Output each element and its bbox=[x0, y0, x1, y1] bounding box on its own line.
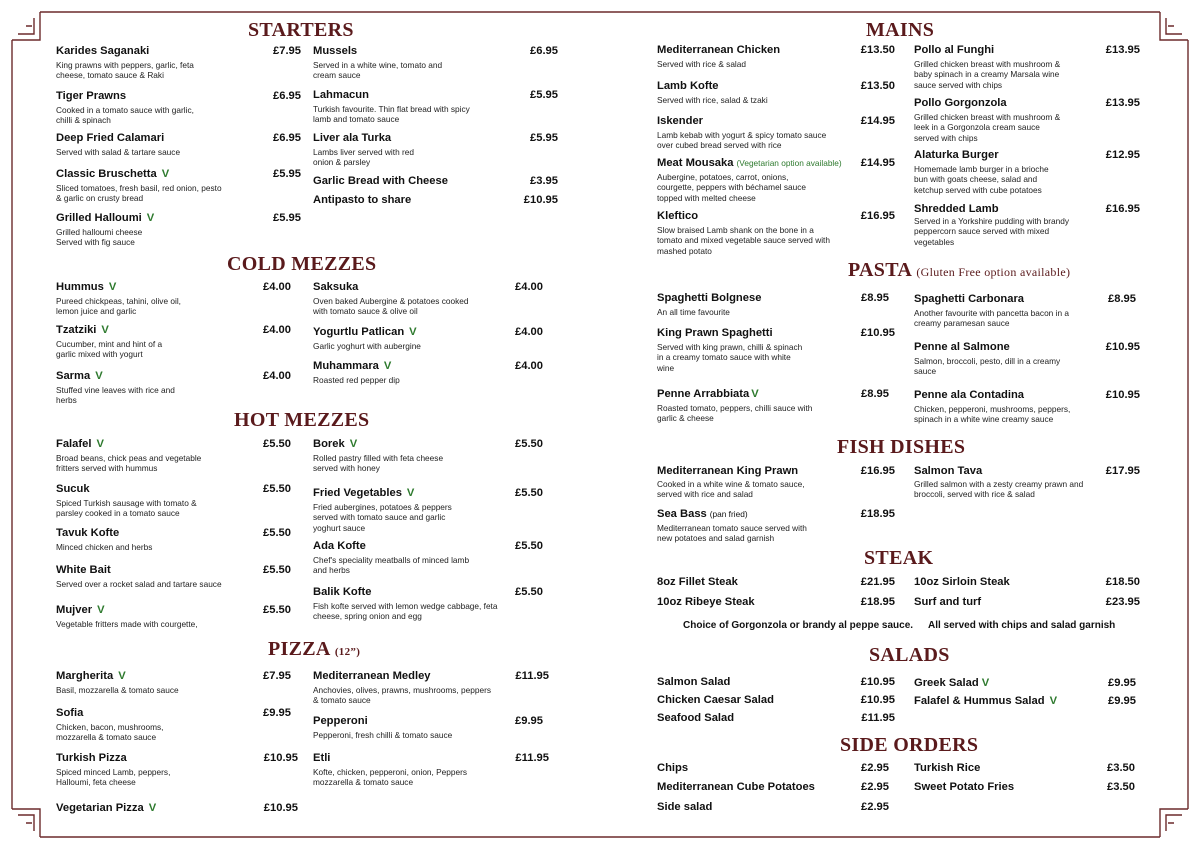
menu-item: Sea Bass (pan fried) £18.95 Mediterranean tomato sauce served with new potatoes and salad garnish bbox=[657, 508, 895, 544]
menu-item: Fried Vegetables V £5.50 Fried aubergines, potatoes & peppers served with tomato sauce and garlic yoghurt sauce bbox=[313, 487, 543, 533]
menu-item: Tiger Prawns £6.95 Cooked in a tomato sauce with garlic, chilli & spinach bbox=[56, 90, 301, 126]
menu-item: Penne al Salmone £10.95 Salmon, broccoli, pesto, dill in a creamy sauce bbox=[914, 341, 1140, 377]
menu-item: Penne Arrabbiata V £8.95 Roasted tomato, peppers, chilli sauce with garlic & cheese bbox=[657, 388, 889, 424]
vegetarian-icon: V bbox=[409, 326, 417, 338]
menu-item: Chips £2.95 bbox=[657, 762, 889, 774]
menu-item: Sucuk £5.50 Spiced Turkish sausage with tomato & parsley cooked in a tomato sauce bbox=[56, 483, 291, 519]
menu-item: Borek V £5.50 Rolled pastry filled with feta cheese served with honey bbox=[313, 438, 543, 474]
menu-item: Margherita V £7.95 Basil, mozzarella & tomato sauce bbox=[56, 670, 291, 695]
menu-item: Liver ala Turka £5.95 Lambs liver served with red onion & parsley bbox=[313, 132, 558, 168]
menu-item: Mediterranean King Prawn £16.95 Cooked in a white wine & tomato sauce, served with rice and salad bbox=[657, 465, 895, 500]
vegetarian-icon: V bbox=[118, 670, 126, 682]
vegetarian-icon: V bbox=[349, 438, 358, 450]
vegetarian-icon: V bbox=[161, 168, 170, 180]
vegetarian-icon: V bbox=[108, 281, 117, 293]
menu-item: Spaghetti Carbonara £8.95 Another favourite with pancetta bacon in a creamy paramesan sauce bbox=[914, 293, 1136, 329]
menu-item: Falafel & Hummus Salad V £9.95 bbox=[914, 695, 1136, 707]
menu-item: Turkish Rice £3.50 bbox=[914, 762, 1135, 774]
menu-item: Alaturka Burger £12.95 Homemade lamb burger in a brioche bun with goats cheese, salad and ketchup served with cube potatoes bbox=[914, 149, 1140, 195]
vegetarian-icon: V bbox=[751, 388, 759, 400]
side-orders-heading: SIDE ORDERS bbox=[840, 734, 979, 756]
menu-item: Mediterranean Chicken £13.50 Served with rice & salad bbox=[657, 44, 895, 69]
menu-item: Side salad £2.95 bbox=[657, 801, 889, 813]
menu-item: Deep Fried Calamari £6.95 Served with salad & tartare sauce bbox=[56, 132, 301, 157]
menu-item: Surf and turf £23.95 bbox=[914, 596, 1140, 608]
menu-item: Turkish Pizza £10.95 Spiced minced Lamb, peppers, Halloumi, feta cheese bbox=[56, 752, 298, 788]
menu-item: Sofia £9.95 Chicken, bacon, mushrooms, mozzarella & tomato sauce bbox=[56, 707, 291, 743]
cold-mezzes-heading: COLD MEZZES bbox=[227, 253, 377, 275]
menu-item: Salmon Salad £10.95 bbox=[657, 676, 895, 688]
vegetarian-icon: V bbox=[148, 802, 157, 814]
menu-item: Iskender £14.95 Lamb kebab with yogurt & spicy tomato sauce over cubed bread served with rice bbox=[657, 115, 895, 151]
menu-item: Kleftico £16.95 Slow braised Lamb shank on the bone in a tomato and mixed vegetable sauce served with mashed potato bbox=[657, 210, 895, 256]
vegetarian-icon: V bbox=[96, 438, 104, 450]
menu-item: Tavuk Kofte £5.50 Minced chicken and herbs bbox=[56, 527, 291, 552]
menu-item: Tzatziki V £4.00 Cucumber, mint and hint of a garlic mixed with yogurt bbox=[56, 324, 291, 360]
menu-item: Yogurtlu Patlican V £4.00 Garlic yoghurt with aubergine bbox=[313, 326, 543, 351]
hot-mezzes-heading: HOT MEZZES bbox=[234, 409, 370, 431]
menu-item: Sweet Potato Fries £3.50 bbox=[914, 781, 1135, 793]
mains-heading: MAINS bbox=[866, 19, 935, 41]
vegetarian-icon: V bbox=[97, 604, 105, 616]
menu-item: Karides Saganaki £7.95 King prawns with peppers, garlic, feta cheese, tomato sauce & Raki bbox=[56, 45, 301, 81]
menu-item: Pollo Gorgonzola £13.95 Grilled chicken breast with mushroom & leek in a Gorgonzola cream sauce served with chips bbox=[914, 97, 1140, 143]
menu-item: Vegetarian Pizza V £10.95 bbox=[56, 802, 298, 814]
menu-item: Penne ala Contadina £10.95 Chicken, pepperoni, mushrooms, peppers, spinach in a white wine creamy sauce bbox=[914, 389, 1140, 425]
vegetarian-icon: V bbox=[101, 324, 109, 336]
menu-item: Lahmacun £5.95 Turkish favourite. Thin flat bread with spicy lamb and tomato sauce bbox=[313, 89, 558, 125]
vegetarian-icon: V bbox=[406, 487, 415, 499]
starters-heading: STARTERS bbox=[248, 19, 354, 41]
fish-dishes-heading: FISH DISHES bbox=[837, 436, 966, 458]
menu-item: King Prawn Spaghetti £10.95 Served with king prawn, chilli & spinach in a creamy tomato sauce with white wine bbox=[657, 327, 895, 373]
steak-served-note: All served with chips and salad garnish bbox=[928, 620, 1116, 631]
menu-item: Muhammara V £4.00 Roasted red pepper dip bbox=[313, 360, 543, 385]
vegetarian-icon: V bbox=[146, 212, 155, 224]
menu-item: Grilled Halloumi V £5.95 Grilled halloumi cheese Served with fig sauce bbox=[56, 212, 301, 248]
menu-item: Classic Bruschetta V £5.95 Sliced tomatoes, fresh basil, red onion, pesto & garlic on crusty bread bbox=[56, 168, 301, 204]
salads-heading: SALADS bbox=[869, 644, 950, 666]
menu-item: Pepperoni £9.95 Pepperoni, fresh chilli & tomato sauce bbox=[313, 715, 543, 740]
menu-item: Hummus V £4.00 Pureed chickpeas, tahini, olive oil, lemon juice and garlic bbox=[56, 281, 291, 317]
menu-item: Garlic Bread with Cheese £3.95 bbox=[313, 175, 558, 187]
pizza-heading: PIZZA (12”) bbox=[268, 638, 361, 660]
menu-item: Pollo al Funghi £13.95 Grilled chicken breast with mushroom & baby spinach in a creamy Marsala wine sauce served with chips bbox=[914, 44, 1140, 90]
menu-item: 10oz Ribeye Steak £18.95 bbox=[657, 596, 895, 608]
menu-item: Mujver V £5.50 Vegetable fritters made with courgette, bbox=[56, 604, 291, 629]
vegetarian-icon: V bbox=[981, 677, 990, 689]
menu-item: Ada Kofte £5.50 Chef's speciality meatballs of minced lamb and herbs bbox=[313, 540, 543, 576]
menu-item: Mediterranean Cube Potatoes £2.95 bbox=[657, 781, 889, 793]
menu-item: Saksuka £4.00 Oven baked Aubergine & potatoes cooked with tomato sauce & olive oil bbox=[313, 281, 543, 317]
menu-item: Chicken Caesar Salad £10.95 bbox=[657, 694, 895, 706]
menu-item: Falafel V £5.50 Broad beans, chick peas and vegetable fritters served with hummus bbox=[56, 438, 291, 474]
menu-item: Seafood Salad £11.95 bbox=[657, 712, 895, 724]
menu-item: 10oz Sirloin Steak £18.50 bbox=[914, 576, 1140, 588]
menu-item: 8oz Fillet Steak £21.95 bbox=[657, 576, 895, 588]
menu-item: Shredded Lamb £16.95 Served in a Yorkshire pudding with brandy peppercorn sauce served with mixed vegetables bbox=[914, 203, 1140, 247]
steak-heading: STEAK bbox=[864, 547, 934, 569]
menu-item: Sarma V £4.00 Stuffed vine leaves with rice and herbs bbox=[56, 370, 291, 406]
menu-item: Etli £11.95 Kofte, chicken, pepperoni, onion, Peppers mozzarella & tomato sauce bbox=[313, 752, 549, 788]
menu-item: Greek Salad V £9.95 bbox=[914, 677, 1136, 689]
vegetarian-icon: V bbox=[383, 360, 392, 372]
menu-item: Meat Mousaka (Vegetarian option available) £14.95 Aubergine, potatoes, carrot, onions, courgette, peppers with béchamel sauce topped with melted cheese bbox=[657, 157, 895, 203]
menu-item: Spaghetti Bolgnese £8.95 An all time favourite bbox=[657, 292, 889, 317]
vegetarian-icon: V bbox=[95, 370, 103, 382]
pasta-heading: PASTA (Gluten Free option available) bbox=[848, 259, 1071, 281]
menu-item: Lamb Kofte £13.50 Served with rice, salad & tzaki bbox=[657, 80, 895, 105]
menu-item: Antipasto to share £10.95 bbox=[313, 194, 558, 206]
menu-item: White Bait £5.50 Served over a rocket salad and tartare sauce bbox=[56, 564, 291, 589]
menu-item: Mussels £6.95 Served in a white wine, tomato and cream sauce bbox=[313, 45, 558, 81]
menu-item: Balik Kofte £5.50 Fish kofte served with lemon wedge cabbage, feta cheese, spring onion and egg bbox=[313, 586, 543, 622]
menu-item: Salmon Tava £17.95 Grilled salmon with a zesty creamy prawn and broccoli, served with rice & salad bbox=[914, 465, 1140, 500]
menu-item: Mediterranean Medley £11.95 Anchovies, olives, prawns, mushrooms, peppers & tomato sauce bbox=[313, 670, 549, 706]
vegetarian-icon: V bbox=[1049, 695, 1058, 707]
steak-sauce-note: Choice of Gorgonzola or brandy al peppe sauce. bbox=[683, 620, 914, 631]
